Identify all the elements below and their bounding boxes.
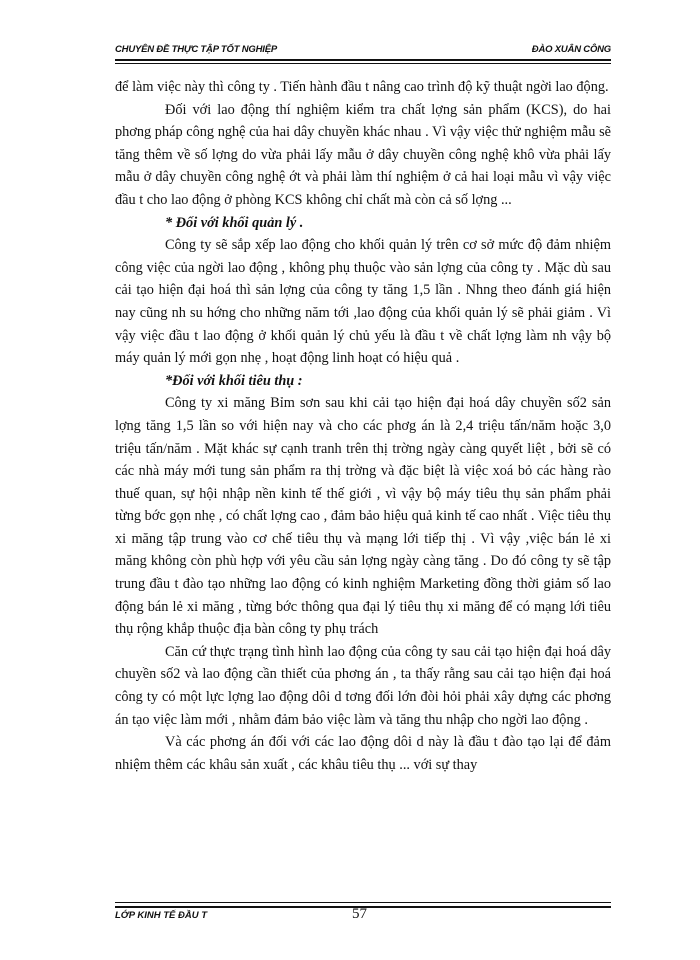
page-header [115, 44, 611, 60]
header-author-name: ĐÀO XUÂN CÔNG [531, 44, 611, 55]
footer-class-name: LỚP KINH TẾ ĐẦU T [115, 910, 208, 921]
paragraph-5: Căn cứ thực trạng tình hình lao động của công ty sau cải tạo hiện đại hoá dây chuyền số2 và lao động cần thiết của phơng án , ta thấy rằng sau cải tạo hiện đại hoá công ty có một lực lợng lao động dôi d tơng đối lớn đòi hỏi phải xây dựng các phơng án tạo việc làm mới , nhằm đảm bảo việc làm và tăng thu nhập cho ngời lao động . [115, 643, 611, 728]
paragraph-1: để làm việc này thì công ty . Tiến hành đầu t nâng cao trình độ kỹ thuật ngời lao động. [115, 79, 609, 95]
paragraph-6: Và các phơng án đối với các lao động dôi d này là đầu t đào tạo lại để đảm nhiệm thêm các khâu sản xuất , các khâu tiêu thụ ... với sự thay [115, 734, 611, 773]
paragraph-3: Công ty sẽ sắp xếp lao động cho khối quản lý trên cơ sở mức độ đảm nhiệm công việc của ngời lao động , không phụ thuộc vào sản lợng của công ty . Mặc dù sau cải tạo hiện đại hoá thì sản lợng của công ty tăng 1,5 lần . Nhng theo đánh giá hiện nay cũng nh su hớng cho những năm tới ,lao động của khối quản lý sẽ phải giảm . Vì vậy việc đầu t lao động ở khối quản lý chủ yếu là đầu t về chất lợng làm nh vậy bộ máy quản lý mới gọn nhẹ , hoạt động linh hoạt có hiệu quả . [115, 237, 611, 367]
footer-rule-thin [115, 902, 611, 903]
header-document-title: CHUYÊN ĐỀ THỰC TẬP TỐT NGHIỆP [115, 44, 277, 55]
paragraph-2: Đối với lao động thí nghiệm kiểm tra chất lợng sản phẩm (KCS), do hai phơng pháp công nghệ của hai dây chuyền khác nhau . Vì vậy việc thử nghiệm mẫu sẽ tăng thêm về số lợng do vừa phải lấy mẫu ở dây chuyền công nghệ khô vừa phải lấy mẫu ở dây chuyền công nghệ ớt và phải làm thí nghiệm ở cả hai loại mẫu vì vậy việc đầu t cho lao động ở phòng KCS không chỉ chất mà còn cả số lợng ... [115, 101, 611, 208]
page-number: 57 [352, 906, 367, 922]
header-rule-thick [115, 59, 611, 61]
header-rule-thin [115, 63, 611, 64]
section-heading-sales: *Đối với khối tiêu thụ : [165, 372, 303, 389]
section-heading-management: * Đối với khối quản lý . [165, 214, 304, 231]
page-body [115, 76, 611, 776]
paragraph-4: Công ty xi măng Bỉm sơn sau khi cải tạo hiện đại hoá dây chuyền số2 sản lợng tăng 1,5 lần so với hiện nay và cho các phơg án là 2,4 triệu tấn/năm hoặc 3,0 triệu tấn/năm . Mặt khác sự cạnh tranh trên thị trờng ngày càng quyết liệt , bởi sẽ có các nhà máy mới tung sản phẩm ra thị trờng và đặc biệt là việc xoá bỏ các hàng rào thuế quan, sự hội nhập nền kinh tế thế giới , vì vậy bộ máy tiêu thụ sản phẩm phải từng bớc gọn nhẹ , có chất lợng cao , đảm bảo hiệu quả kinh tế cao nhất . Việc tiêu thụ xi măng tập trung vào cơ chế tiêu thụ và mạng lới tiếp thị . Vì vậy ,việc bán lẻ xi măng không còn phù hợp với yêu cầu sản lợng ngày càng tăng . Do đó công ty sẽ tập trung đầu t đào tạo những lao động có kinh nghiệm Marketing đồng thời giảm số lao động bán lẻ xi măng , từng bớc thông qua đại lý tiêu thụ xi măng để có mạng lới tiêu thụ rộng khắp thuộc địa bàn công ty phụ trách [115, 395, 611, 638]
